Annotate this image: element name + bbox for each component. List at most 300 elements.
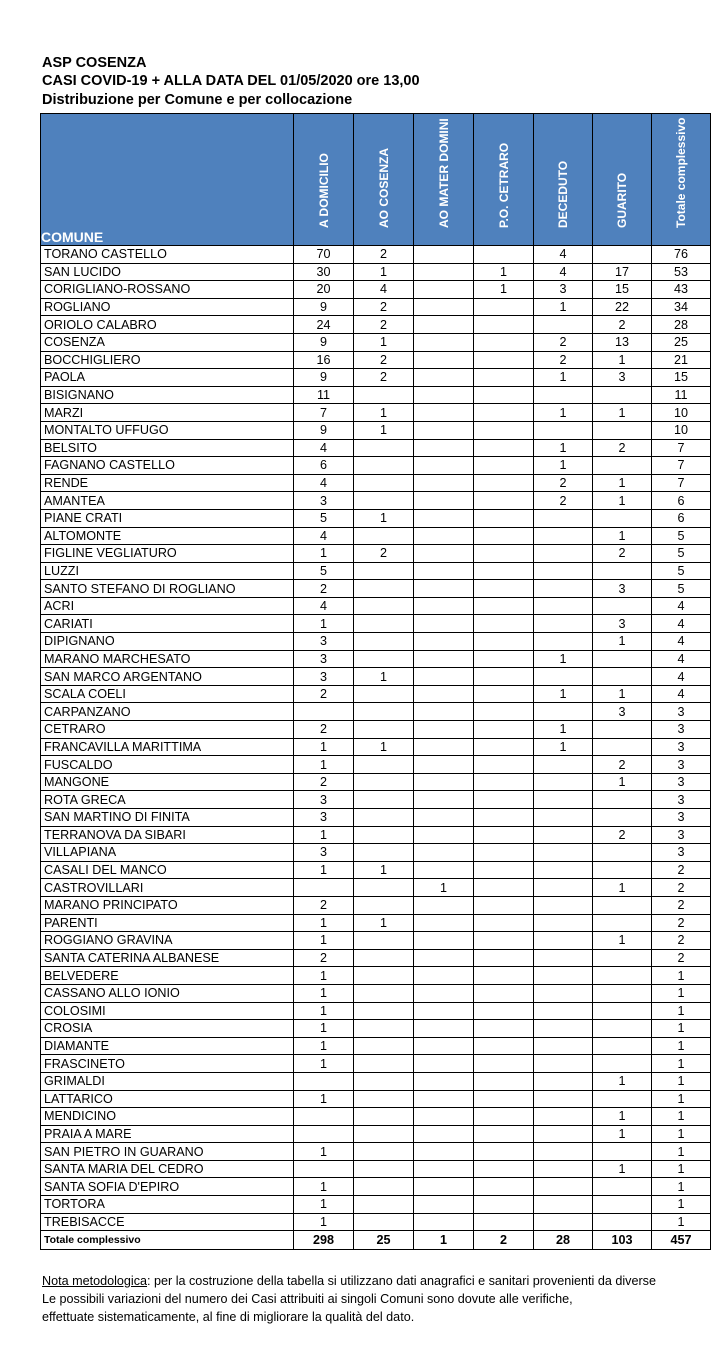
total-label: Totale complessivo — [41, 1231, 294, 1250]
cell-ao-mater-domini: 1 — [414, 879, 474, 897]
cell-a-domicilio: 1 — [294, 738, 354, 756]
cell-comune: SANTA SOFIA D'EPIRO — [41, 1178, 294, 1196]
cell-guarito: 1 — [593, 633, 652, 651]
cell-comune: MARANO PRINCIPATO — [41, 896, 294, 914]
column-header-comune: COMUNE — [41, 114, 294, 246]
cell-po-cetraro — [474, 298, 534, 316]
table-row — [41, 333, 711, 351]
cell-ao-mater-domini — [414, 721, 474, 739]
cell-comune: ACRI — [41, 597, 294, 615]
cell-comune: CASTROVILLARI — [41, 879, 294, 897]
cell-a-domicilio: 9 — [294, 333, 354, 351]
table-row — [41, 1072, 711, 1090]
cell-comune: LATTARICO — [41, 1090, 294, 1108]
table-row — [41, 1055, 711, 1073]
cell-comune: MANGONE — [41, 773, 294, 791]
cell-comune: FUSCALDO — [41, 756, 294, 774]
cell-ao-cosenza — [354, 1090, 414, 1108]
cell-po-cetraro — [474, 545, 534, 563]
cell-comune: BELSITO — [41, 439, 294, 457]
cell-ao-mater-domini — [414, 685, 474, 703]
cell-deceduto — [534, 316, 593, 334]
cell-deceduto — [534, 421, 593, 439]
cell-guarito — [593, 721, 652, 739]
note-label: Nota metodologica — [42, 1274, 148, 1288]
cell-totale: 1 — [652, 1055, 711, 1073]
cell-ao-mater-domini — [414, 386, 474, 404]
cell-po-cetraro — [474, 527, 534, 545]
cell-totale: 2 — [652, 949, 711, 967]
cell-guarito — [593, 914, 652, 932]
cell-po-cetraro — [474, 1072, 534, 1090]
cell-a-domicilio: 30 — [294, 263, 354, 281]
cell-guarito: 1 — [593, 1108, 652, 1126]
cell-totale: 11 — [652, 386, 711, 404]
cell-deceduto — [534, 703, 593, 721]
cell-ao-cosenza: 1 — [354, 404, 414, 422]
cell-a-domicilio: 3 — [294, 492, 354, 510]
cell-po-cetraro: 1 — [474, 263, 534, 281]
cell-guarito — [593, 1213, 652, 1231]
cell-guarito — [593, 861, 652, 879]
cell-comune: DIAMANTE — [41, 1037, 294, 1055]
cell-po-cetraro — [474, 1055, 534, 1073]
cell-a-domicilio: 3 — [294, 809, 354, 827]
cell-a-domicilio: 3 — [294, 650, 354, 668]
table-row — [41, 316, 711, 334]
cell-guarito — [593, 844, 652, 862]
cell-po-cetraro — [474, 1213, 534, 1231]
column-header-label: Totale complessivo — [674, 117, 688, 228]
cell-ao-cosenza: 1 — [354, 738, 414, 756]
cell-ao-mater-domini — [414, 404, 474, 422]
cell-guarito: 22 — [593, 298, 652, 316]
cell-comune: TREBISACCE — [41, 1213, 294, 1231]
cell-ao-cosenza — [354, 439, 414, 457]
cell-totale: 5 — [652, 527, 711, 545]
cell-deceduto — [534, 527, 593, 545]
cell-ao-mater-domini — [414, 439, 474, 457]
table-row — [41, 879, 711, 897]
cell-a-domicilio: 1 — [294, 545, 354, 563]
cell-guarito — [593, 1143, 652, 1161]
column-header-ao-mater-domini — [414, 114, 474, 246]
cell-po-cetraro — [474, 984, 534, 1002]
cell-deceduto — [534, 562, 593, 580]
cell-po-cetraro — [474, 509, 534, 527]
cell-guarito — [593, 809, 652, 827]
cell-a-domicilio: 2 — [294, 773, 354, 791]
cell-guarito — [593, 457, 652, 475]
cell-totale: 2 — [652, 914, 711, 932]
cell-totale: 6 — [652, 492, 711, 510]
cell-ao-cosenza — [354, 791, 414, 809]
cell-po-cetraro — [474, 351, 534, 369]
cell-deceduto: 1 — [534, 369, 593, 387]
cell-ao-mater-domini — [414, 333, 474, 351]
cell-a-domicilio: 2 — [294, 721, 354, 739]
cell-po-cetraro — [474, 633, 534, 651]
table-row — [41, 615, 711, 633]
cell-guarito: 3 — [593, 369, 652, 387]
cell-a-domicilio: 1 — [294, 1037, 354, 1055]
cell-a-domicilio — [294, 1160, 354, 1178]
cell-totale: 3 — [652, 844, 711, 862]
note-line-2: Le possibili variazioni del numero dei Casi attribuiti ai singoli Comuni sono dovute alle verifiche, — [42, 1292, 573, 1306]
cell-ao-cosenza — [354, 809, 414, 827]
cell-comune: BOCCHIGLIERO — [41, 351, 294, 369]
table-row — [41, 738, 711, 756]
cell-ao-cosenza — [354, 492, 414, 510]
cell-comune: PARENTI — [41, 914, 294, 932]
cell-a-domicilio: 5 — [294, 562, 354, 580]
cell-guarito: 2 — [593, 826, 652, 844]
cell-ao-cosenza — [354, 685, 414, 703]
cell-ao-mater-domini — [414, 615, 474, 633]
cell-ao-cosenza — [354, 527, 414, 545]
cell-comune: TERRANOVA DA SIBARI — [41, 826, 294, 844]
column-header-label: AO COSENZA — [376, 147, 391, 228]
cell-po-cetraro — [474, 492, 534, 510]
cell-comune: COSENZA — [41, 333, 294, 351]
cell-deceduto: 1 — [534, 685, 593, 703]
cell-deceduto: 2 — [534, 492, 593, 510]
cell-ao-mater-domini — [414, 773, 474, 791]
cell-totale: 5 — [652, 545, 711, 563]
column-header-label: P.O. CETRARO — [496, 142, 511, 228]
cell-a-domicilio — [294, 879, 354, 897]
cell-deceduto — [534, 1196, 593, 1214]
cell-comune: FIGLINE VEGLIATURO — [41, 545, 294, 563]
table-row — [41, 562, 711, 580]
cell-deceduto — [534, 597, 593, 615]
cell-totale: 2 — [652, 861, 711, 879]
cell-a-domicilio: 9 — [294, 421, 354, 439]
column-header-label: AO MATER DOMINI — [436, 118, 451, 228]
cell-ao-mater-domini — [414, 474, 474, 492]
cell-comune: TORANO CASTELLO — [41, 246, 294, 264]
table-row — [41, 1125, 711, 1143]
cell-ao-mater-domini — [414, 844, 474, 862]
table-row — [41, 1037, 711, 1055]
cell-guarito — [593, 949, 652, 967]
cell-a-domicilio: 4 — [294, 597, 354, 615]
cell-totale: 3 — [652, 809, 711, 827]
cell-totale: 6 — [652, 509, 711, 527]
cell-deceduto — [534, 826, 593, 844]
cell-a-domicilio: 2 — [294, 896, 354, 914]
cell-deceduto — [534, 633, 593, 651]
cell-ao-mater-domini — [414, 668, 474, 686]
table-row — [41, 369, 711, 387]
cell-ao-cosenza — [354, 1160, 414, 1178]
cell-guarito: 1 — [593, 1160, 652, 1178]
table-row — [41, 1002, 711, 1020]
cell-ao-mater-domini — [414, 650, 474, 668]
cell-po-cetraro — [474, 826, 534, 844]
cell-totale: 5 — [652, 580, 711, 598]
cell-po-cetraro — [474, 809, 534, 827]
cell-a-domicilio: 1 — [294, 1002, 354, 1020]
cell-ao-cosenza — [354, 844, 414, 862]
cell-totale: 1 — [652, 1143, 711, 1161]
cell-ao-cosenza: 1 — [354, 509, 414, 527]
cell-ao-mater-domini — [414, 580, 474, 598]
cell-a-domicilio: 1 — [294, 1020, 354, 1038]
cell-deceduto — [534, 1143, 593, 1161]
cell-deceduto — [534, 509, 593, 527]
cell-po-cetraro — [474, 246, 534, 264]
cell-totale: 15 — [652, 369, 711, 387]
cell-guarito — [593, 1020, 652, 1038]
cell-comune: BELVEDERE — [41, 967, 294, 985]
cell-ao-mater-domini — [414, 457, 474, 475]
cell-ao-cosenza — [354, 1037, 414, 1055]
cell-comune: ALTOMONTE — [41, 527, 294, 545]
cell-po-cetraro — [474, 1090, 534, 1108]
table-row — [41, 1196, 711, 1214]
cell-comune: CARPANZANO — [41, 703, 294, 721]
table-row — [41, 263, 711, 281]
cell-ao-mater-domini — [414, 1143, 474, 1161]
cell-totale: 4 — [652, 633, 711, 651]
cell-comune: RENDE — [41, 474, 294, 492]
cell-po-cetraro — [474, 703, 534, 721]
cell-comune: SCALA COELI — [41, 685, 294, 703]
cell-deceduto — [534, 809, 593, 827]
cell-guarito — [593, 967, 652, 985]
cell-totale: 28 — [652, 316, 711, 334]
table-row — [41, 650, 711, 668]
cell-ao-cosenza — [354, 703, 414, 721]
cell-ao-mater-domini — [414, 509, 474, 527]
cell-a-domicilio: 3 — [294, 791, 354, 809]
cell-a-domicilio — [294, 703, 354, 721]
cell-comune: SAN MARTINO DI FINITA — [41, 809, 294, 827]
cell-a-domicilio: 1 — [294, 1090, 354, 1108]
cell-totale: 10 — [652, 404, 711, 422]
cell-totale: 34 — [652, 298, 711, 316]
cell-ao-cosenza — [354, 773, 414, 791]
cell-ao-mater-domini — [414, 1108, 474, 1126]
cell-a-domicilio: 6 — [294, 457, 354, 475]
cell-guarito — [593, 1002, 652, 1020]
cell-guarito: 3 — [593, 615, 652, 633]
cell-deceduto: 1 — [534, 721, 593, 739]
cell-comune: ROGGIANO GRAVINA — [41, 932, 294, 950]
cell-deceduto: 1 — [534, 738, 593, 756]
cell-deceduto — [534, 791, 593, 809]
cell-ao-mater-domini — [414, 1125, 474, 1143]
cell-ao-mater-domini — [414, 1178, 474, 1196]
cell-ao-cosenza — [354, 580, 414, 598]
table-row — [41, 1213, 711, 1231]
cell-totale: 4 — [652, 615, 711, 633]
note-text-1: : per la costruzione della tabella si utilizzano dati anagrafici e sanitari provenienti da diverse — [147, 1274, 656, 1288]
cell-deceduto: 2 — [534, 333, 593, 351]
cell-guarito — [593, 509, 652, 527]
cell-a-domicilio: 1 — [294, 1143, 354, 1161]
cell-ao-mater-domini — [414, 1160, 474, 1178]
cell-po-cetraro — [474, 914, 534, 932]
table-row — [41, 439, 711, 457]
cell-ao-mater-domini — [414, 545, 474, 563]
cell-ao-mater-domini — [414, 562, 474, 580]
note-line-1 — [42, 1272, 656, 1290]
cell-po-cetraro — [474, 756, 534, 774]
cell-po-cetraro — [474, 404, 534, 422]
cell-a-domicilio: 9 — [294, 369, 354, 387]
cell-po-cetraro — [474, 439, 534, 457]
cell-deceduto: 4 — [534, 263, 593, 281]
cell-comune: CORIGLIANO-ROSSANO — [41, 281, 294, 299]
note-line-3: effettuate sistematicamente, al fine di migliorare la qualità del dato. — [42, 1310, 415, 1324]
cell-a-domicilio: 24 — [294, 316, 354, 334]
table-row — [41, 914, 711, 932]
cell-po-cetraro: 1 — [474, 281, 534, 299]
cell-totale: 2 — [652, 932, 711, 950]
cell-totale: 25 — [652, 333, 711, 351]
cell-deceduto — [534, 1002, 593, 1020]
cell-ao-mater-domini — [414, 492, 474, 510]
cell-po-cetraro — [474, 1143, 534, 1161]
cell-po-cetraro — [474, 668, 534, 686]
cell-deceduto — [534, 1072, 593, 1090]
cell-totale: 1 — [652, 1213, 711, 1231]
cell-po-cetraro — [474, 421, 534, 439]
cell-a-domicilio: 20 — [294, 281, 354, 299]
cell-totale: 10 — [652, 421, 711, 439]
cell-a-domicilio: 1 — [294, 984, 354, 1002]
cell-ao-cosenza — [354, 967, 414, 985]
cell-guarito: 1 — [593, 879, 652, 897]
methodology-note — [42, 1272, 656, 1326]
covid-cases-table — [40, 113, 711, 1250]
table-row — [41, 1020, 711, 1038]
cell-deceduto — [534, 773, 593, 791]
cell-ao-cosenza: 1 — [354, 263, 414, 281]
table-row — [41, 633, 711, 651]
cell-ao-mater-domini — [414, 298, 474, 316]
cell-totale: 1 — [652, 1020, 711, 1038]
cell-totale: 3 — [652, 826, 711, 844]
cell-comune: ORIOLO CALABRO — [41, 316, 294, 334]
cell-ao-cosenza — [354, 1196, 414, 1214]
cell-guarito — [593, 896, 652, 914]
cell-po-cetraro — [474, 1020, 534, 1038]
table-row — [41, 1090, 711, 1108]
cell-deceduto — [534, 1125, 593, 1143]
cell-guarito: 2 — [593, 439, 652, 457]
cell-ao-cosenza: 1 — [354, 668, 414, 686]
cell-ao-mater-domini — [414, 791, 474, 809]
cell-ao-mater-domini — [414, 1213, 474, 1231]
cell-a-domicilio: 3 — [294, 844, 354, 862]
cell-po-cetraro — [474, 580, 534, 598]
cell-a-domicilio: 3 — [294, 633, 354, 651]
table-row — [41, 668, 711, 686]
cell-ao-cosenza — [354, 386, 414, 404]
cell-ao-cosenza — [354, 1178, 414, 1196]
cell-comune: DIPIGNANO — [41, 633, 294, 651]
cell-ao-mater-domini — [414, 932, 474, 950]
cell-deceduto — [534, 1020, 593, 1038]
cell-po-cetraro — [474, 967, 534, 985]
cell-ao-cosenza — [354, 1072, 414, 1090]
cell-a-domicilio: 1 — [294, 932, 354, 950]
cell-comune: MONTALTO UFFUGO — [41, 421, 294, 439]
cell-totale: 76 — [652, 246, 711, 264]
cell-deceduto — [534, 386, 593, 404]
cell-po-cetraro — [474, 738, 534, 756]
cell-deceduto: 2 — [534, 474, 593, 492]
cell-a-domicilio: 4 — [294, 439, 354, 457]
table-row — [41, 580, 711, 598]
cell-ao-mater-domini — [414, 809, 474, 827]
cell-totale: 1 — [652, 1125, 711, 1143]
cell-ao-cosenza — [354, 1002, 414, 1020]
cell-ao-cosenza — [354, 562, 414, 580]
cell-guarito — [593, 246, 652, 264]
cell-a-domicilio: 1 — [294, 1055, 354, 1073]
cell-guarito — [593, 386, 652, 404]
cell-comune: AMANTEA — [41, 492, 294, 510]
cell-ao-cosenza — [354, 949, 414, 967]
cell-totale: 1 — [652, 1178, 711, 1196]
cell-po-cetraro — [474, 369, 534, 387]
cell-comune: SAN PIETRO IN GUARANO — [41, 1143, 294, 1161]
cell-ao-cosenza: 1 — [354, 861, 414, 879]
cell-comune: GRIMALDI — [41, 1072, 294, 1090]
cell-po-cetraro — [474, 861, 534, 879]
table-row — [41, 896, 711, 914]
cell-a-domicilio: 1 — [294, 826, 354, 844]
cell-a-domicilio — [294, 1072, 354, 1090]
cell-totale: 53 — [652, 263, 711, 281]
table-row — [41, 703, 711, 721]
cell-guarito: 1 — [593, 404, 652, 422]
cell-guarito — [593, 984, 652, 1002]
cell-a-domicilio: 1 — [294, 914, 354, 932]
cell-a-domicilio: 70 — [294, 246, 354, 264]
cell-ao-cosenza — [354, 756, 414, 774]
table-row — [41, 492, 711, 510]
cell-po-cetraro — [474, 949, 534, 967]
cell-totale: 3 — [652, 703, 711, 721]
total-a-domicilio: 298 — [294, 1231, 354, 1250]
cell-comune: CROSIA — [41, 1020, 294, 1038]
cell-ao-cosenza — [354, 1143, 414, 1161]
column-header-guarito — [593, 114, 652, 246]
cell-totale: 21 — [652, 351, 711, 369]
cell-ao-mater-domini — [414, 351, 474, 369]
cell-po-cetraro — [474, 474, 534, 492]
cell-po-cetraro — [474, 1108, 534, 1126]
total-complessivo: 457 — [652, 1231, 711, 1250]
cell-ao-cosenza — [354, 1213, 414, 1231]
cell-ao-mater-domini — [414, 1196, 474, 1214]
cell-ao-cosenza: 1 — [354, 914, 414, 932]
cell-deceduto — [534, 668, 593, 686]
cell-ao-mater-domini — [414, 738, 474, 756]
cell-ao-cosenza — [354, 474, 414, 492]
cell-a-domicilio: 3 — [294, 668, 354, 686]
total-deceduto: 28 — [534, 1231, 593, 1250]
cell-ao-cosenza — [354, 721, 414, 739]
cell-comune: MENDICINO — [41, 1108, 294, 1126]
cell-comune: FRASCINETO — [41, 1055, 294, 1073]
table-row — [41, 791, 711, 809]
